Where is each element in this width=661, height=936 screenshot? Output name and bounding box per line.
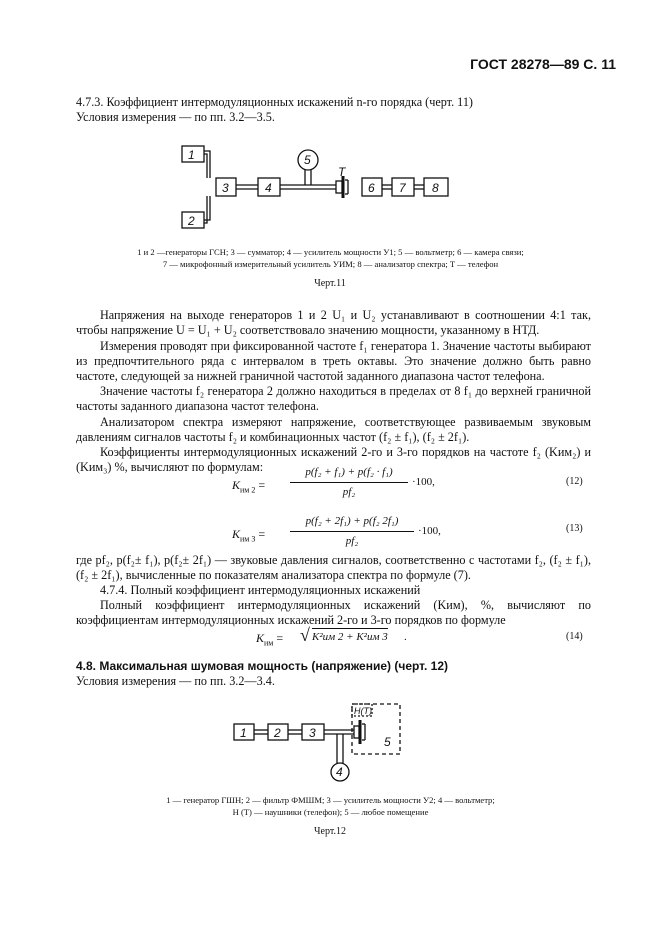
figure-12-diagram: [228, 700, 408, 792]
section-4-7-3-conditions: Условия измерения — по пп. 3.2—3.5.: [76, 110, 275, 124]
paragraph-frequency-f2: Значение частоты f₂ генератора 2 должно находиться в пределах от 8 f₁ до верхней граничной частоты заданного диапазона частот телефона.: [76, 384, 591, 413]
eq14-tail: .: [404, 631, 407, 643]
eq14-lhs: K: [256, 631, 265, 645]
eq13-denominator: pf₂: [345, 535, 359, 547]
figure-12-caption-line2: Н (Т) — наушники (телефон); 5 — любое помещение: [232, 807, 429, 817]
section-4-7-4-text: Полный коэффициент интермодуляционных искажений (Kим), %, вычисляют по коэффициентам интермодуляционных искажений 2-го и 3-го порядков по формуле: [76, 598, 591, 627]
equation-13-number: (13): [566, 523, 583, 534]
fig12-label-3: 3: [309, 726, 316, 740]
figure-12-label: Черт.12: [314, 826, 346, 837]
figure-11-caption-line1: 1 и 2 —генераторы ГСН; 3 — сумматор; 4 — усилитель мощности У1; 5 — вольтметр; 6 — камера связи;: [137, 247, 524, 257]
eq12-lhs: K: [232, 478, 241, 492]
figure-11-label: Черт.11: [314, 278, 346, 289]
fig11-label-6: 6: [368, 181, 375, 195]
fig11-label-t: T: [338, 165, 346, 179]
eq12-numerator: p(f₂ + f₁) + p(f₂ · f₁): [305, 466, 393, 478]
eq12-lhs-sub: им 2: [240, 485, 256, 495]
fig12-label-1: 1: [240, 726, 247, 740]
figure-11-caption-line2: 7 — микрофонный измерительный усилитель УИМ; 8 — анализатор спектра; T — телефон: [162, 259, 499, 269]
equation-12-number: (12): [566, 476, 583, 487]
figure-11-diagram: [170, 140, 460, 235]
paragraph-coefficients: Коэффициенты интермодуляционных искажений 2-го и 3-го порядков на частоте f₂ (Kим₂) и (Kим₃) %, вычисляют по формулам:: [76, 445, 591, 474]
equation-13: $K_{им 3}$ = p(f₂ + 2f₁) + p(f₂ 2f₁) pf₂ ·100,: [232, 515, 441, 547]
fig11-label-2: 2: [188, 214, 195, 228]
eq12-tail: ·100,: [412, 476, 435, 488]
paragraph-voltages: Напряжения на выходе генераторов 1 и 2 U₁ и U₂ устанавливают в соотношении 4:1 так, чтобы напряжение U = U₁ + U₂ соответствовало значению мощности, указанному в НТД.: [76, 308, 591, 337]
fig12-label-4: 4: [336, 765, 343, 779]
fig11-label-7: 7: [399, 181, 406, 195]
section-4-8-title: 4.8. Максимальная шумовая мощность (напряжение) (черт. 12): [76, 659, 448, 673]
fig12-label-5: 5: [384, 735, 391, 749]
fig11-label-1: 1: [188, 148, 195, 162]
fig11-label-3: 3: [222, 181, 229, 195]
eq12-denominator: pf₂: [342, 486, 356, 498]
section-4-7-4-title: 4.7.4. Полный коэффициент интермодуляционных искажений: [100, 583, 421, 597]
eq13-numerator: p(f₂ + 2f₁) + p(f₂ 2f₁): [305, 515, 399, 527]
paragraph-spectrum: Анализатором спектра измеряют напряжение, соответствующее развиваемым звуковым давлениям сигналов частоты f₂ и комбинационных частот (f₂ ± f₁), (f₂ ± 2f₁).: [76, 415, 591, 444]
eq13-tail: ·100,: [418, 525, 441, 537]
page-header: ГОСТ 28278—89 С. 11: [470, 56, 616, 72]
fig12-label-2: 2: [274, 726, 281, 740]
figure-12-caption-line1: 1 — генератор ГШН; 2 — фильтр ФМШМ; 3 — усилитель мощности У2; 4 — вольтметр;: [166, 795, 495, 805]
equation-14-number: (14): [566, 631, 583, 642]
fig12-label-ht: Н(Т): [354, 706, 372, 716]
section-4-7-3-title: 4.7.3. Коэффициент интермодуляционных искажений n-го порядка (черт. 11): [76, 95, 473, 109]
section-4-8-conditions: Условия измерения — по пп. 3.2—3.4.: [76, 674, 275, 688]
fig11-label-4: 4: [265, 181, 272, 195]
equation-14: $K_{им}$ = √ K²им 2 + K²им 3 .: [256, 625, 407, 648]
paragraph-measurements: Измерения проводят при фиксированной частоте f₁ генератора 1. Значение частоты выбирают из предпочтительного ряда с интервалом в треть октавы. Это значение должно быть равно частоте, следующей за нижней граничной частотой заданного диапазона частот телефона.: [76, 339, 591, 383]
eq14-radicand: K²им 2 + K²им 3: [312, 628, 388, 643]
fig11-label-5: 5: [304, 153, 311, 167]
eq14-lhs-sub: им: [264, 638, 274, 648]
equation-12: $K_{им 2}$ = p(f₂ + f₁) + p(f₂ · f₁) pf₂ ·100,: [232, 466, 435, 498]
eq13-lhs: K: [232, 527, 241, 541]
paragraph-where: где pf₂, p(f₂± f₁), p(f₂± 2f₁) — звуковые давления сигналов, соответственно с частотами f₂, (f₂ ± f₁), (f₂ ± 2f₁), вычисленные по показателям анализатора спектра по формуле (7).: [76, 553, 591, 582]
eq13-lhs-sub: им 3: [240, 534, 256, 544]
fig11-label-8: 8: [432, 181, 439, 195]
